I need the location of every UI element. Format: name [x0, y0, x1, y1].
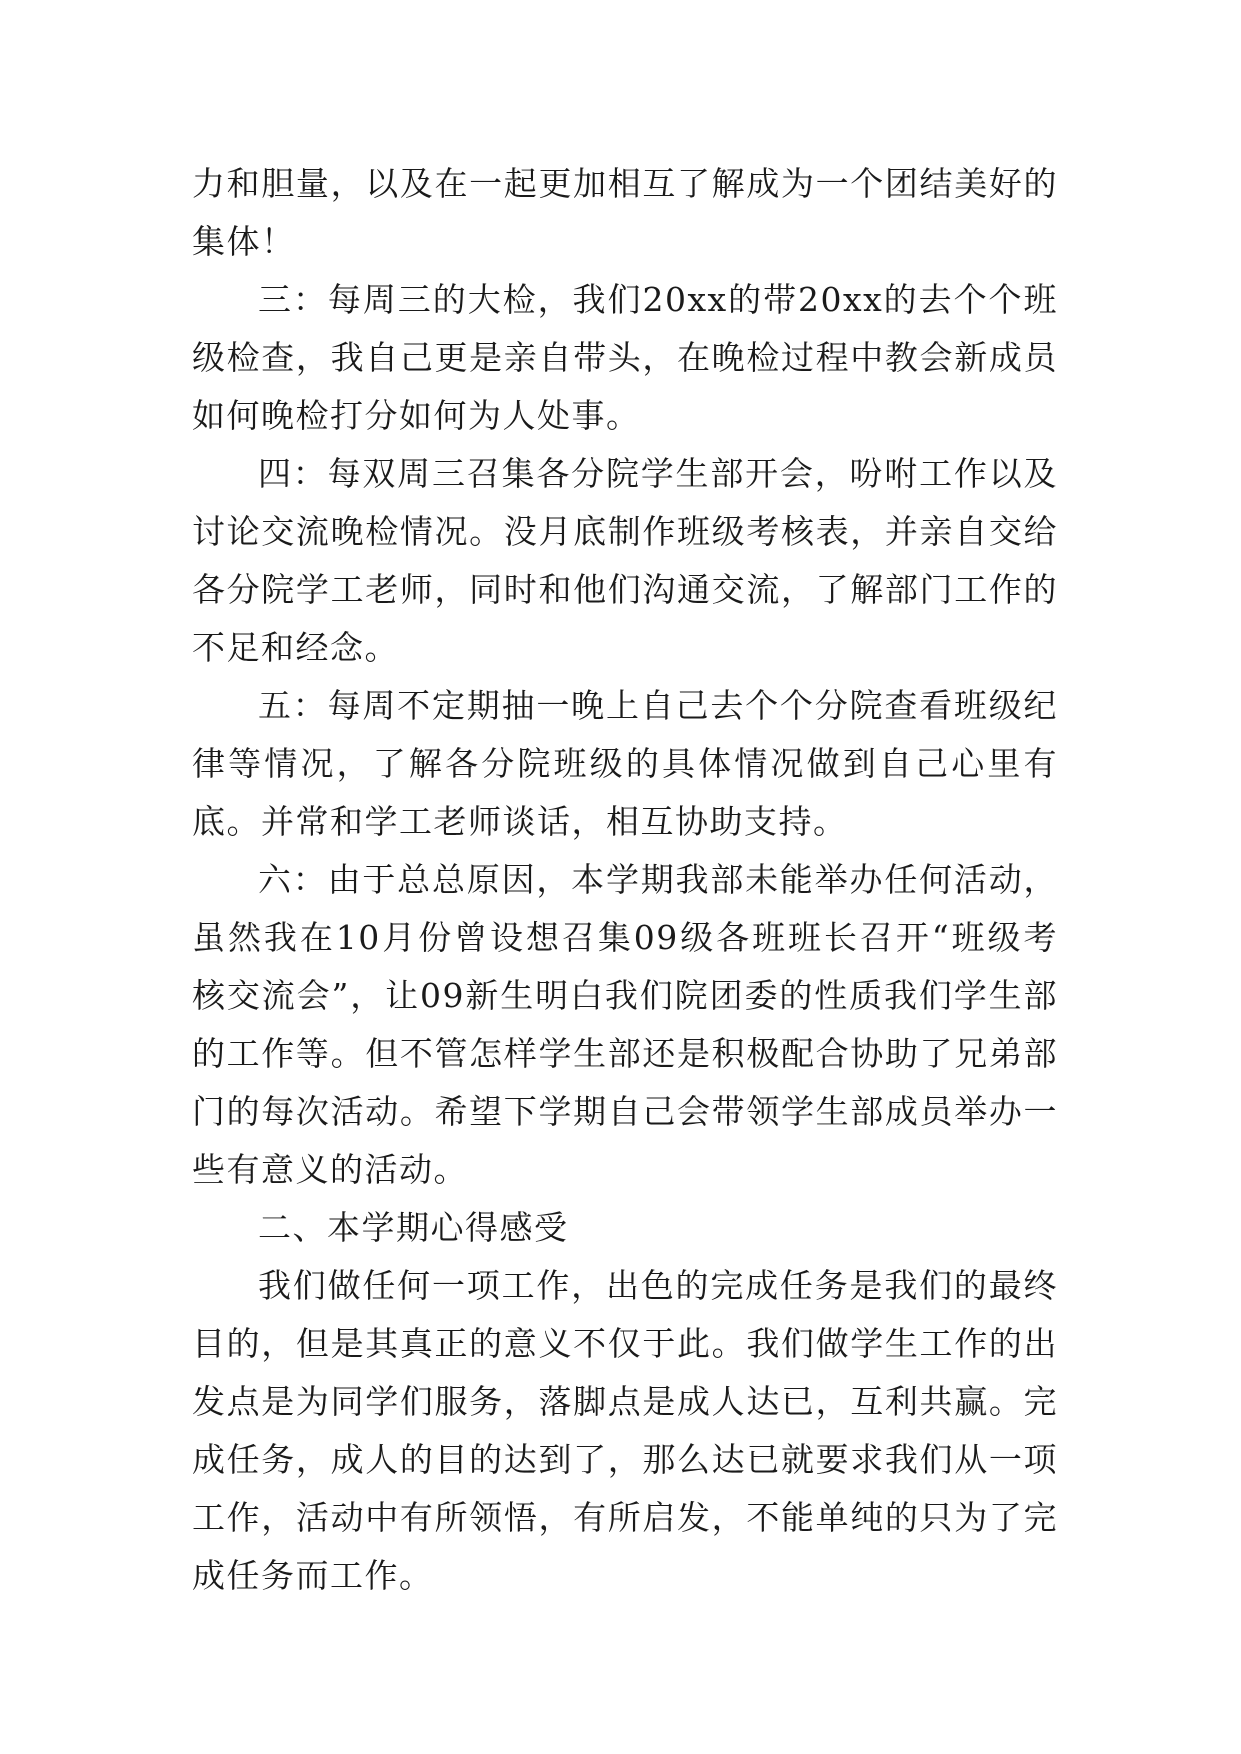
paragraph-item-six: 六：由于总总原因，本学期我部未能举办任何活动，虽然我在10月份曾设想召集09级各班班长召开“班级考核交流会”，让09新生明白我们院团委的性质我们学生部的工作等。但不管怎样学生部还是积极配合协助了兄弟部门的每次活动。希望下学期自己会带领学生部成员举办一些有意义的活动。	[192, 860, 1058, 1189]
paragraph-continuation: 力和胆量，以及在一起更加相互了解成为一个团结美好的集体！	[192, 164, 1058, 261]
paragraph-reflection: 我们做任何一项工作，出色的完成任务是我们的最终目的，但是其真正的意义不仅于此。我们做学生工作的出发点是为同学们服务，落脚点是成人达已，互利共赢。完成任务，成人的目的达到了，那么达已就要求我们从一项工作，活动中有所领悟，有所启发，不能单纯的只为了完成任务而工作。	[192, 1266, 1058, 1595]
paragraph-item-five: 五：每周不定期抽一晚上自己去个个分院查看班级纪律等情况，了解各分院班级的具体情况做到自己心里有底。并常和学工老师谈话，相互协助支持。	[192, 686, 1058, 841]
paragraph-item-four: 四：每双周三召集各分院学生部开会，吩咐工作以及讨论交流晚检情况。没月底制作班级考核表，并亲自交给各分院学工老师，同时和他们沟通交流，了解部门工作的不足和经念。	[192, 454, 1058, 667]
paragraph-item-three: 三：每周三的大检，我们20xx的带20xx的去个个班级检查，我自己更是亲自带头，在晚检过程中教会新成员如何晚检打分如何为人处事。	[192, 280, 1058, 435]
section-heading: 二、本学期心得感受	[258, 1208, 569, 1247]
document-body	[192, 155, 1058, 1605]
